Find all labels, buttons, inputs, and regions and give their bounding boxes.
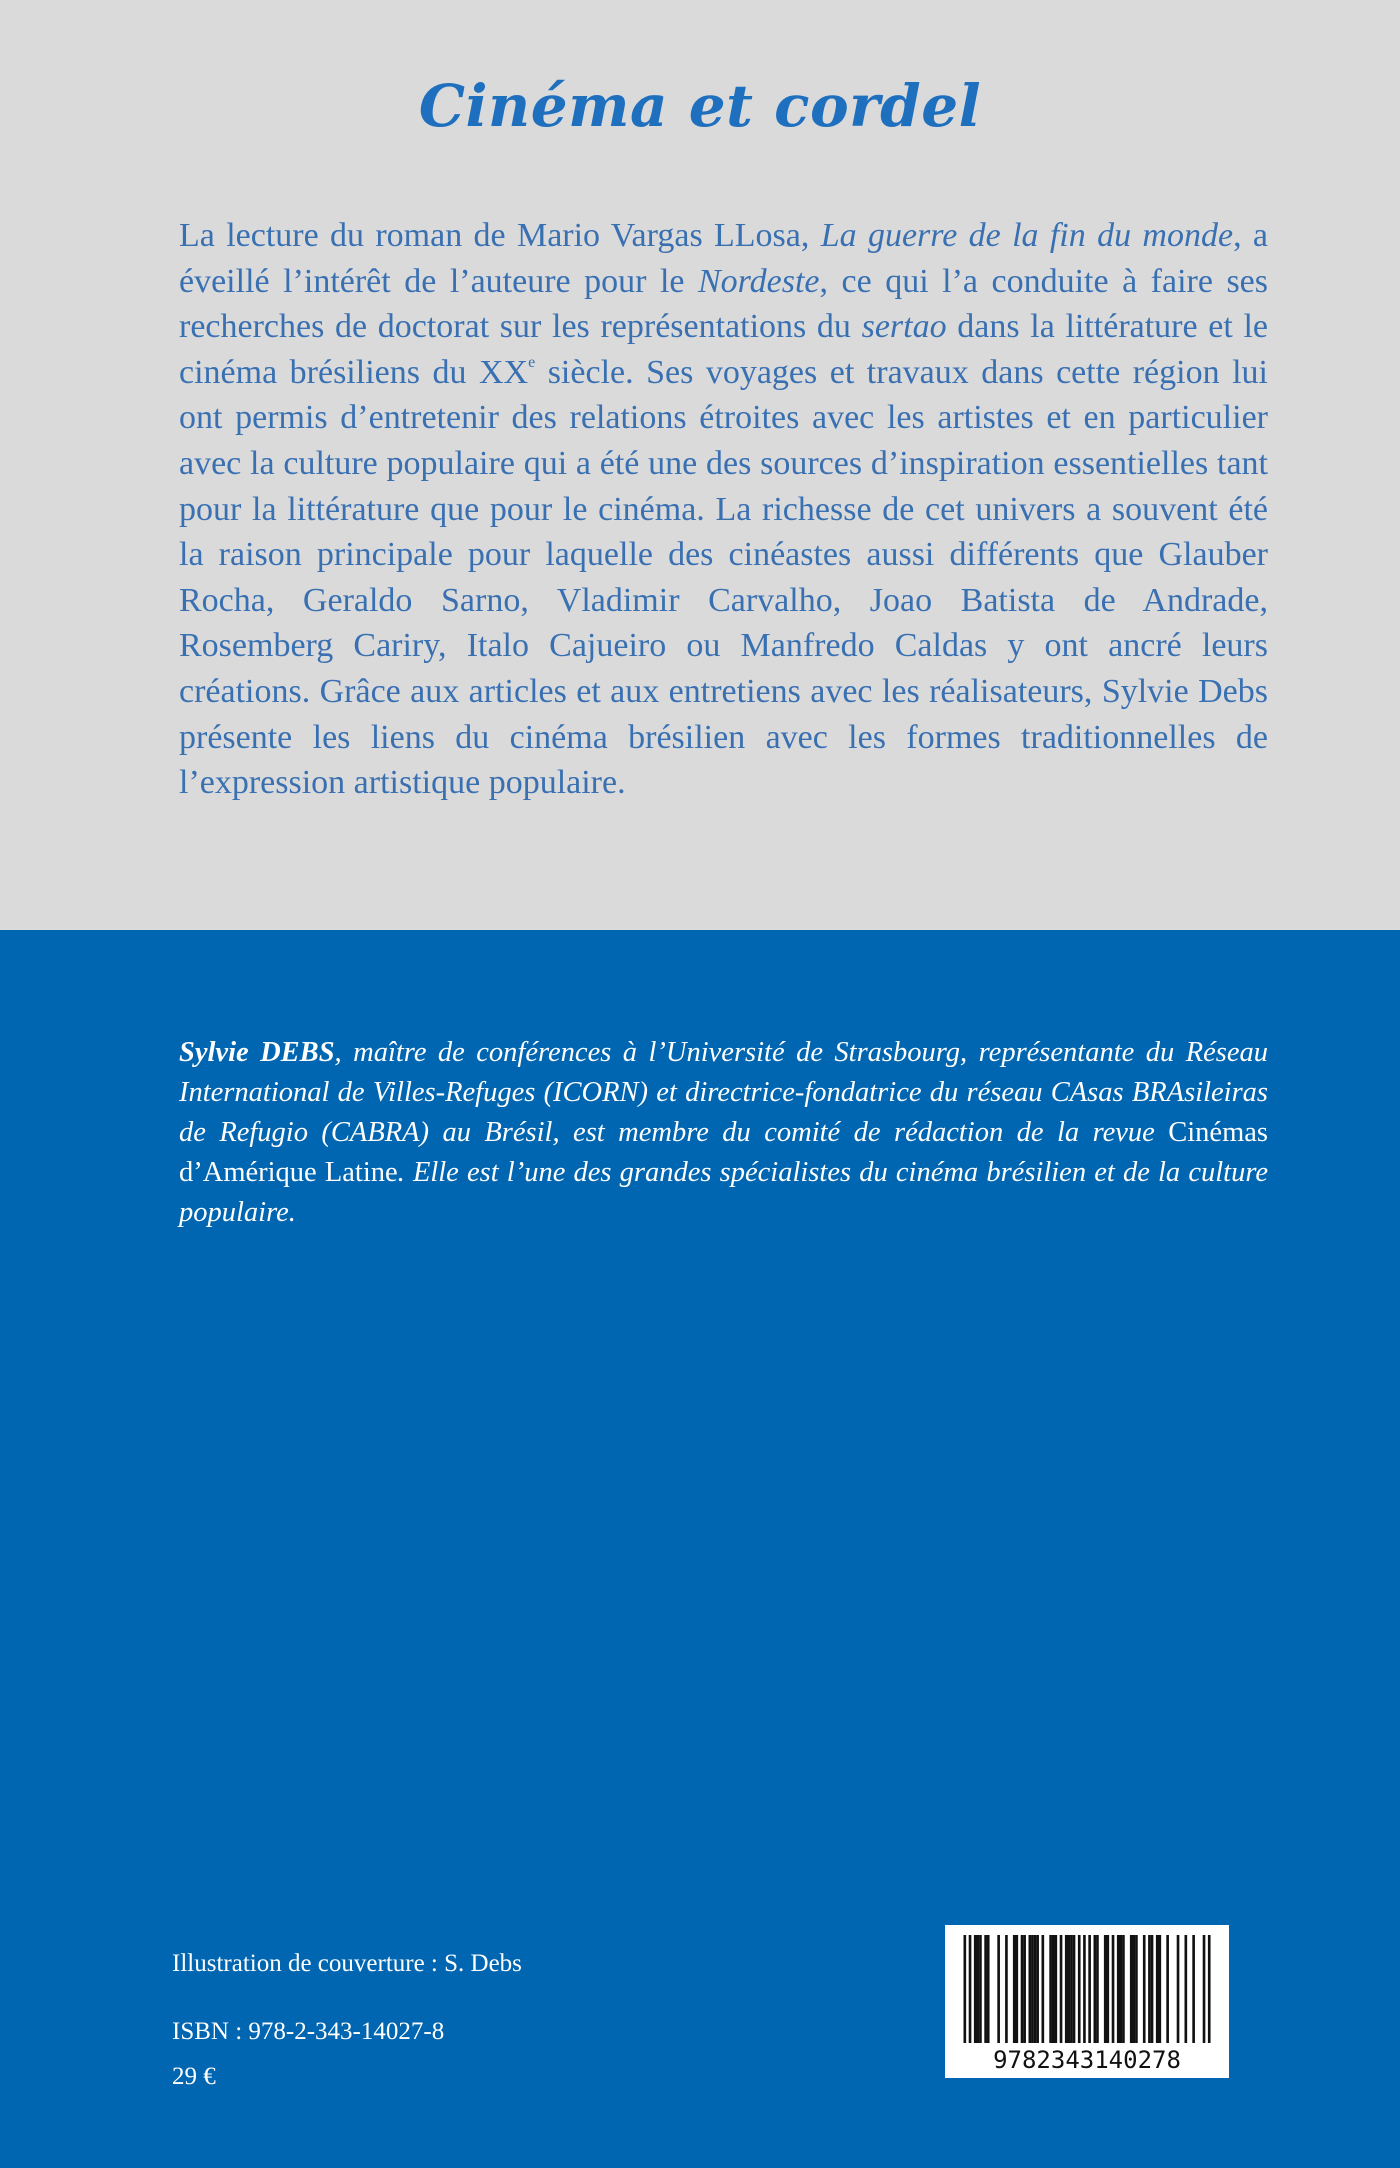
barcode-bar: [1073, 1935, 1076, 2043]
price: 29 €: [172, 2063, 216, 2090]
summary-century-superscript: e: [528, 353, 536, 371]
barcode-bar: [1156, 1935, 1159, 2043]
barcode-bar: [1166, 1935, 1169, 2043]
barcode-bar: [977, 1935, 980, 2043]
barcode-bar: [1078, 1935, 1081, 2043]
summary-text: siècle. Ses voyages et travaux dans cette région lui ont permis d’entretenir des relations étroites avec les artistes et en particulier avec la culture populaire qui a été une des sources d’inspiration essentielles tant pour la littérature que pour le cinéma. La richesse de cet univers a souvent été la raison principale pour laquelle des cinéastes aussi différents que Glauber Rocha, Geraldo Sarno, Vladimir Carvalho, Joao Batista de Andrade, Rosemberg Cariry, Italo Cajueiro ou Manfredo Caldas y ont ancré leurs créations. Grâce aux articles et aux entretiens avec les réalisateurs, Sylvie Debs présente les liens du cinéma brésilien avec les formes traditionnelles de l’expression artistique populaire.: [179, 353, 1268, 802]
barcode-graphic: [945, 1925, 1229, 2078]
author-bio-text: , maître de conférences à l’Université de Strasbourg, représentante du Réseau International de Villes-Refuges (ICORN) et directrice-fondatrice du réseau CAsas BRAsileiras de Refugio (CABRA) au Brésil, est membre du comité de rédaction de la revue: [179, 1037, 1268, 1148]
summary-italic-novel-title: La guerre de la fin du monde: [820, 217, 1234, 254]
barcode-bar: [1055, 1935, 1058, 2043]
barcode-bar: [1029, 1935, 1032, 2043]
summary-text: , ce qui l’a conduite à faire ses recherches de doctorat sur les représentations du: [179, 262, 1269, 346]
summary-text: La lecture du roman de Mario Vargas LLosa,: [179, 217, 821, 254]
barcode-bar: [1016, 1935, 1019, 2043]
author-name: Sylvie DEBS: [179, 1037, 335, 1068]
barcode-bar: [1122, 1935, 1125, 2043]
barcode-bar: [1135, 1935, 1138, 2043]
author-bio: [179, 1033, 1268, 1233]
barcode-bar: [1130, 1935, 1133, 2043]
summary-italic-sertao: sertao: [861, 308, 947, 346]
barcode-bar: [964, 1935, 967, 2043]
barcode: [945, 1925, 1229, 2078]
barcode-bar: [974, 1935, 977, 2043]
barcode-bar: [1148, 1935, 1151, 2043]
barcode-bar: [1177, 1935, 1180, 2043]
summary-italic-region: Nordeste: [698, 262, 820, 300]
barcode-bar: [1094, 1935, 1097, 2043]
journal-title: Cinémas d’Amérique Latine: [179, 1117, 1268, 1188]
summary-text: dans la littérature et le cinéma brésiliens du XX: [179, 308, 1268, 391]
barcode-bar: [1117, 1935, 1120, 2043]
barcode-bar: [1133, 1935, 1136, 2043]
barcode-bar: [1036, 1935, 1039, 2043]
cover-illustration-credit: Illustration de couverture : S. Debs: [172, 1950, 522, 1977]
barcode-bar: [1151, 1935, 1154, 2043]
barcode-bar: [1070, 1935, 1073, 2043]
summary-text: , a éveillé l’intérêt de l’auteure pour le: [179, 217, 1269, 300]
barcode-bar: [1203, 1935, 1206, 2043]
book-summary: [179, 213, 1268, 806]
barcode-bar: [979, 1935, 982, 2043]
barcode-bar: [1208, 1935, 1211, 2043]
barcode-bar: [1096, 1935, 1099, 2043]
barcode-bars: [964, 1935, 1211, 2043]
barcode-bar: [1049, 1935, 1052, 2043]
barcode-bar: [1107, 1935, 1110, 2043]
barcode-bar: [1031, 1935, 1034, 2043]
barcode-bar: [1143, 1935, 1146, 2043]
barcode-bar: [1120, 1935, 1123, 2043]
barcode-bar: [1042, 1935, 1045, 2043]
barcode-bar: [1021, 1935, 1024, 2043]
barcode-bar: [1112, 1935, 1115, 2043]
barcode-bar: [1052, 1935, 1055, 2043]
barcode-bar: [1065, 1935, 1068, 2043]
author-bio-text: . Elle est l’une des grandes spécialistes du cinéma brésilien et de la culture populaire.: [179, 1157, 1268, 1228]
book-title: Cinéma et cordel: [418, 72, 982, 140]
barcode-bar: [1104, 1935, 1107, 2043]
barcode-bar: [1023, 1935, 1026, 2043]
barcode-bar: [1192, 1935, 1195, 2043]
barcode-bar: [1013, 1935, 1016, 2043]
barcode-bar: [1159, 1935, 1162, 2043]
barcode-bar: [984, 1935, 987, 2043]
barcode-bar: [1088, 1935, 1091, 2043]
barcode-bar: [1068, 1935, 1071, 2043]
isbn: ISBN : 978-2-343-14027-8: [172, 2018, 445, 2045]
barcode-bar: [969, 1935, 972, 2043]
barcode-bar: [1060, 1935, 1063, 2043]
barcode-bar: [1083, 1935, 1086, 2043]
barcode-bar: [997, 1935, 1000, 2043]
barcode-bar: [1185, 1935, 1188, 2043]
barcode-bar: [1005, 1935, 1008, 2043]
barcode-number: 9782343140278: [993, 2046, 1181, 2074]
barcode-bar: [987, 1935, 990, 2043]
barcode-bar: [1034, 1935, 1037, 2043]
